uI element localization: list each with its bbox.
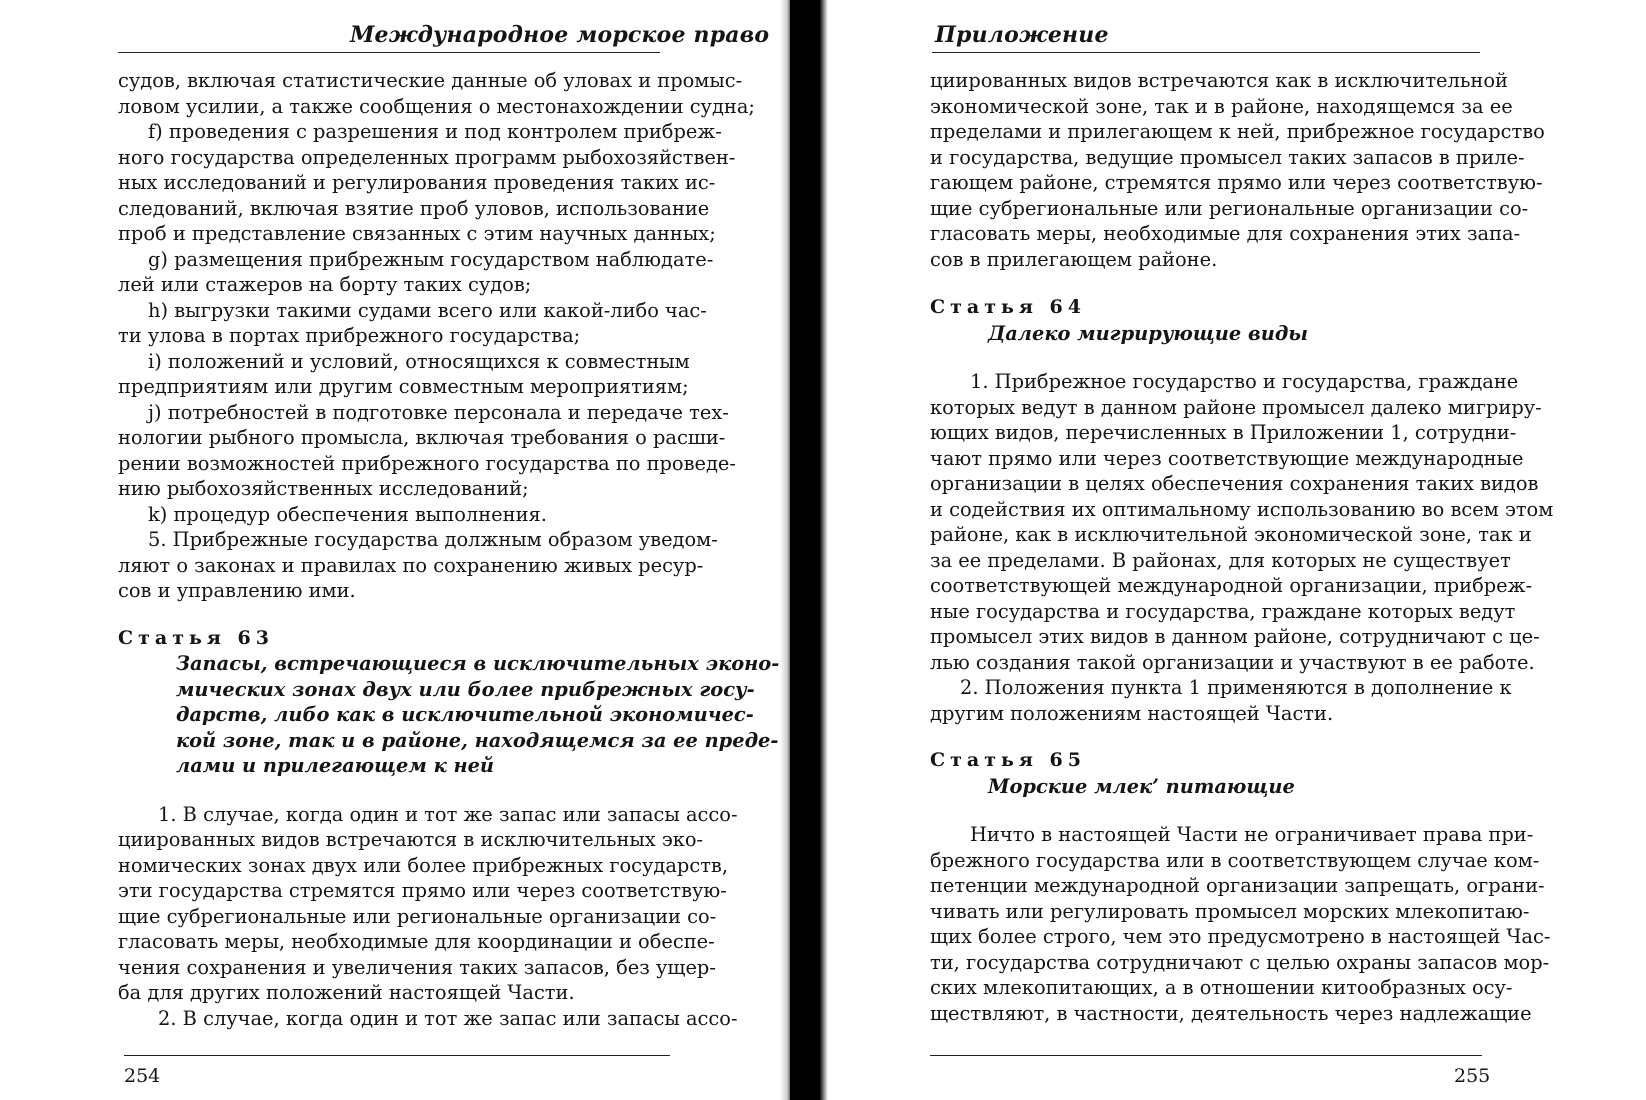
spacer <box>930 799 1482 822</box>
text-line: i) положений и условий, относящихся к совместным <box>148 349 690 373</box>
running-head-left: Международное морское право <box>350 22 770 48</box>
spacer <box>118 779 666 802</box>
text-line: и содействия их оптимальному использованию во всем этом <box>930 497 1554 521</box>
subtitle-line: Запасы, встречающиеся в исключительных эконо- <box>176 652 780 675</box>
text-line: ного государства определенных программ рыбохозяйствен- <box>118 145 736 169</box>
text-line: j) потребностей в подготовке персонала и передаче тех- <box>148 400 729 424</box>
text-line: проб и представление связанных с этим научных данных; <box>118 222 716 245</box>
text-line: k) процедур обеспечения выполнения. <box>148 502 547 526</box>
text-line: f) проведения с разрешения и под контролем прибреж- <box>148 120 722 143</box>
subtitle-line: кой зоне, так и в районе, находящемся за ее преде- <box>176 728 779 752</box>
text-line: 2. В случае, когда один и тот же запас или запасы ассо- <box>158 1006 738 1030</box>
text-line: циированных видов встречаются в исключительных эко- <box>118 828 704 851</box>
text-line: ба для других положений настоящей Части. <box>118 981 575 1004</box>
article-64-subtitle: Далеко мигрирующие виды <box>988 321 1309 345</box>
text-line: ских млекопитающих, а в отношении китообразных осу- <box>930 976 1513 999</box>
text-line: рении возможностей прибрежного государства по проведе- <box>118 451 736 475</box>
book-gutter <box>790 0 820 1100</box>
running-head-right: Приложение <box>935 22 1109 48</box>
left-page <box>0 0 780 1100</box>
text-line: ляют о законах и правилах по сохранению живых ресур- <box>118 553 704 577</box>
text-line: h) выгрузки такими судами всего или какой-либо час- <box>148 298 707 322</box>
text-line: гласовать меры, необходимые для сохранения этих запа- <box>930 222 1521 245</box>
article-63-title: Статья 63 <box>118 626 274 649</box>
text-line: предприятиям или другим совместным мероприятиям; <box>118 375 689 398</box>
article-63-para-1 <box>118 802 738 1006</box>
article-64-para-2 <box>930 675 1512 726</box>
article-63-para-2 <box>118 1006 738 1032</box>
text-line: 5. Прибрежные государства должным образом уведом- <box>148 528 718 551</box>
text-line: петенции международной организации запрещать, ограни- <box>930 874 1545 897</box>
item-f <box>118 119 736 247</box>
text-line: щие субрегиональные или региональные организации со- <box>930 196 1529 220</box>
text-line: брежного государства или в соответствующем случае ком- <box>930 848 1540 872</box>
item-h <box>118 298 707 349</box>
item-j <box>118 400 736 502</box>
text-line: 2. Положения пункта 1 применяются в дополнение к <box>960 676 1512 699</box>
text-line: за ее пределами. В районах, для которых не существует <box>930 548 1511 572</box>
text-line: ных исследований и регулирования проведения таких ис- <box>118 171 716 194</box>
text-line: лей или стажеров на борту таких судов; <box>118 273 532 296</box>
article-65-para-1 <box>930 822 1551 1026</box>
text-line: и государства, ведущие промысел таких запасов в приле- <box>930 145 1525 169</box>
text-block-left <box>118 68 780 1031</box>
spacer <box>930 346 1482 369</box>
item-k <box>118 502 666 528</box>
footer-rule <box>124 1055 670 1056</box>
header-rule <box>118 52 660 53</box>
text-line: пределами и прилегающем к ней, прибрежное государство <box>930 120 1545 143</box>
subtitle-line: лами и прилегающем к ней <box>176 754 495 777</box>
text-line: районе, как в исключительной экономической зоне, так и <box>930 523 1532 546</box>
text-line: ти улова в портах прибрежного государства; <box>118 324 581 347</box>
article-64-para-1 <box>930 369 1554 675</box>
text-line: Ничто в настоящей Части не ограничивает права при- <box>970 823 1534 846</box>
text-line: организации в целях обеспечения сохранения таких видов <box>930 472 1539 495</box>
text-line: ществляют, в частности, деятельность через надлежащие <box>930 1001 1532 1025</box>
text-line: номических зонах двух или более прибрежных государств, <box>118 853 729 877</box>
text-line: 1. Прибрежное государство и государства, граждане <box>970 370 1519 393</box>
page-number-left: 254 <box>124 1065 161 1087</box>
text-line: щие субрегиональные или региональные организации со- <box>118 904 717 928</box>
text-line: сов и управлению ими. <box>118 579 356 602</box>
text-line: судов, включая статистические данные об уловах и промыс- <box>118 69 743 92</box>
text-line: экономической зоне, так и в районе, находящемся за ее <box>930 94 1513 118</box>
footer-rule <box>930 1055 1482 1056</box>
text-line: чают прямо или через соответствующие международные <box>930 446 1524 470</box>
text-line: щих более строго, чем это предусмотрено в настоящей Час- <box>930 925 1551 948</box>
article-63-subtitle <box>118 651 780 779</box>
subtitle-line: дарств, либо как в исключительной экономичес- <box>176 703 754 726</box>
text-line: g) размещения прибрежным государством наблюдате- <box>148 247 714 271</box>
right-page <box>840 0 1646 1100</box>
text-line: циированных видов встречаются как в исключительной <box>930 69 1508 92</box>
text-line: другим положениям настоящей Части. <box>930 701 1334 725</box>
article-65-title: Статья 65 <box>930 749 1086 771</box>
text-line: чивать или регулировать промысел морских млекопитаю- <box>930 899 1530 923</box>
text-line: которых ведут в данном районе промысел далеко мигриру- <box>930 395 1542 419</box>
item-g <box>118 247 714 298</box>
text-line: следований, включая взятие проб уловов, использование <box>118 196 710 220</box>
text-line: ющих видов, перечисленных в Приложении 1, сотрудни- <box>930 421 1517 444</box>
text-line: ные государства и государства, граждане которых ведут <box>930 599 1516 623</box>
article-65-subtitle: Морские млек’ питающие <box>988 774 1295 798</box>
item-i <box>118 349 690 400</box>
text-line: соответствующей международной организации, прибреж- <box>930 574 1533 597</box>
text-line: гающем районе, стремятся прямо или через соответствую- <box>930 171 1543 194</box>
item-5 <box>118 527 718 604</box>
gutter-shadow-right <box>820 0 828 1100</box>
article-64-title: Статья 64 <box>930 296 1086 318</box>
text-line: лью создания такой организации и участвуют в ее работе. <box>930 650 1535 674</box>
text-line: 1. В случае, когда один и тот же запас или запасы ассо- <box>158 802 738 826</box>
paragraph-continuation <box>118 68 755 119</box>
subtitle-line: мических зонах двух или более прибрежных госу- <box>176 677 755 701</box>
text-line: ловом усилии, а также сообщения о местонахождении судна; <box>118 94 755 118</box>
text-line: нию рыбохозяйственных исследований; <box>118 477 529 500</box>
text-block-right <box>930 68 1554 1026</box>
text-line: эти государства стремятся прямо или через соответствую- <box>118 879 727 902</box>
text-line: гласовать меры, необходимые для координации и обеспе- <box>118 930 715 953</box>
text-line: нологии рыбного промысла, включая требования о расши- <box>118 426 726 449</box>
text-line: промысел этих видов в данном районе, сотрудничают с це- <box>930 625 1540 648</box>
paragraph-continuation <box>930 68 1545 272</box>
header-rule <box>932 52 1480 53</box>
text-line: ти, государства сотрудничают с целью охраны запасов мор- <box>930 950 1550 974</box>
text-line: сов в прилегающем районе. <box>930 247 1218 271</box>
page-number-right: 255 <box>1454 1065 1491 1087</box>
text-line: чения сохранения и увеличения таких запасов, без ущер- <box>118 955 716 979</box>
